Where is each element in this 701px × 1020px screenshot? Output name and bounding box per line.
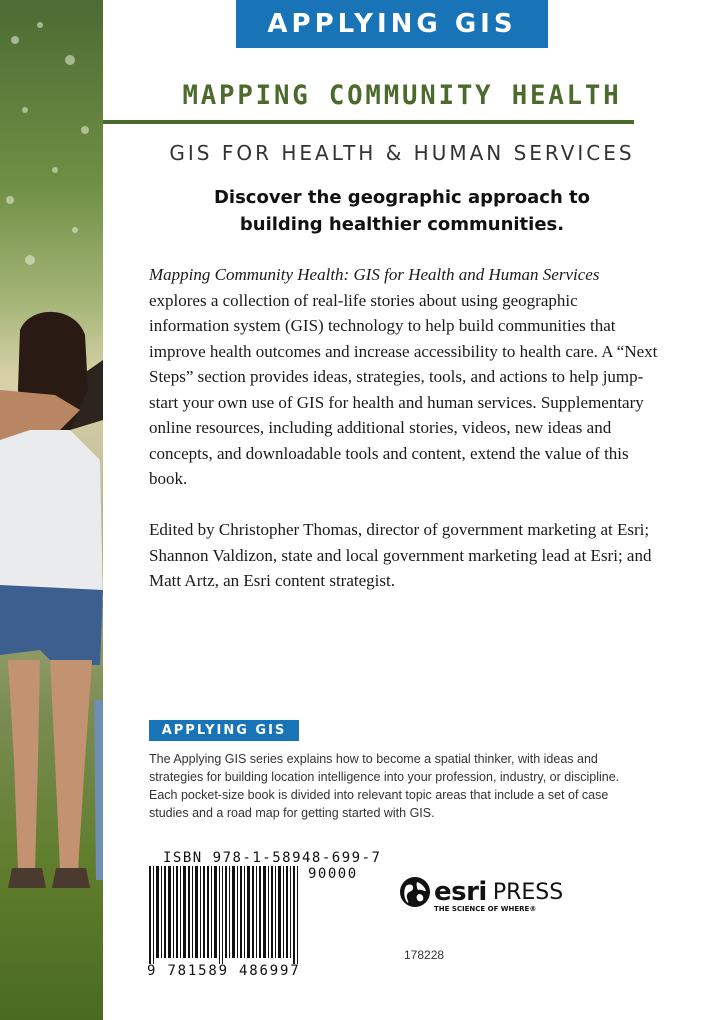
series-badge: APPLYING GIS	[149, 720, 299, 741]
title-divider	[103, 120, 634, 124]
tagline-line-2: building healthier communities.	[239, 214, 565, 235]
isbn-barcode	[149, 866, 301, 964]
description-book-title: Mapping Community Health: GIS for Health and Human Services	[149, 265, 600, 284]
esri-wordmark: esri	[434, 877, 487, 907]
cover-photo	[0, 0, 103, 1020]
series-description: The Applying GIS series explains how to become a spatial thinker, with ideas and strategies for building location intelligence into your profession, industry, or discipline. Each pocket-size book is divided into relevant topic areas that include a set of case studies and a road map for getting started with GIS.	[149, 752, 620, 820]
series-title-badge: APPLYING GIS	[236, 0, 548, 48]
press-wordmark: PRESS	[492, 879, 564, 905]
tagline-line-1: Discover the geographic approach to	[213, 187, 591, 208]
book-description	[149, 262, 659, 492]
product-code: 178228	[404, 948, 445, 962]
book-subtitle: GIS FOR HEALTH & HUMAN SERVICES	[169, 141, 635, 165]
description-body: explores a collection of real-life stories about using geographic information system (GIS) technology to help build communities that improve health outcomes and increase accessibility to health care. A “Next Steps” section provides ideas, strategies, tools, and actions to help jump-start your own use of GIS for health and human services. Supplementary online resources, including additional stories, videos, new ideas and concepts, and downloadable tools and content, extend the value of this book.	[149, 290, 658, 488]
book-title: MAPPING COMMUNITY HEALTH	[182, 80, 622, 111]
tagline	[103, 184, 701, 238]
esri-press-logo	[399, 876, 563, 908]
editors-credit: Edited by Christopher Thomas, director of government marketing at Esri; Shannon Valdizon, state and local government marketing lead at Esri; and Matt Artz, an Esri content strategist.	[149, 520, 652, 590]
publisher-tagline: THE SCIENCE OF WHERE®	[434, 905, 537, 913]
price-code: 90000	[308, 866, 358, 882]
barcode-digits: 9 781589 486997	[147, 963, 301, 979]
isbn-label: ISBN 978-1-58948-699-7	[163, 850, 382, 866]
globe-icon	[399, 876, 431, 908]
